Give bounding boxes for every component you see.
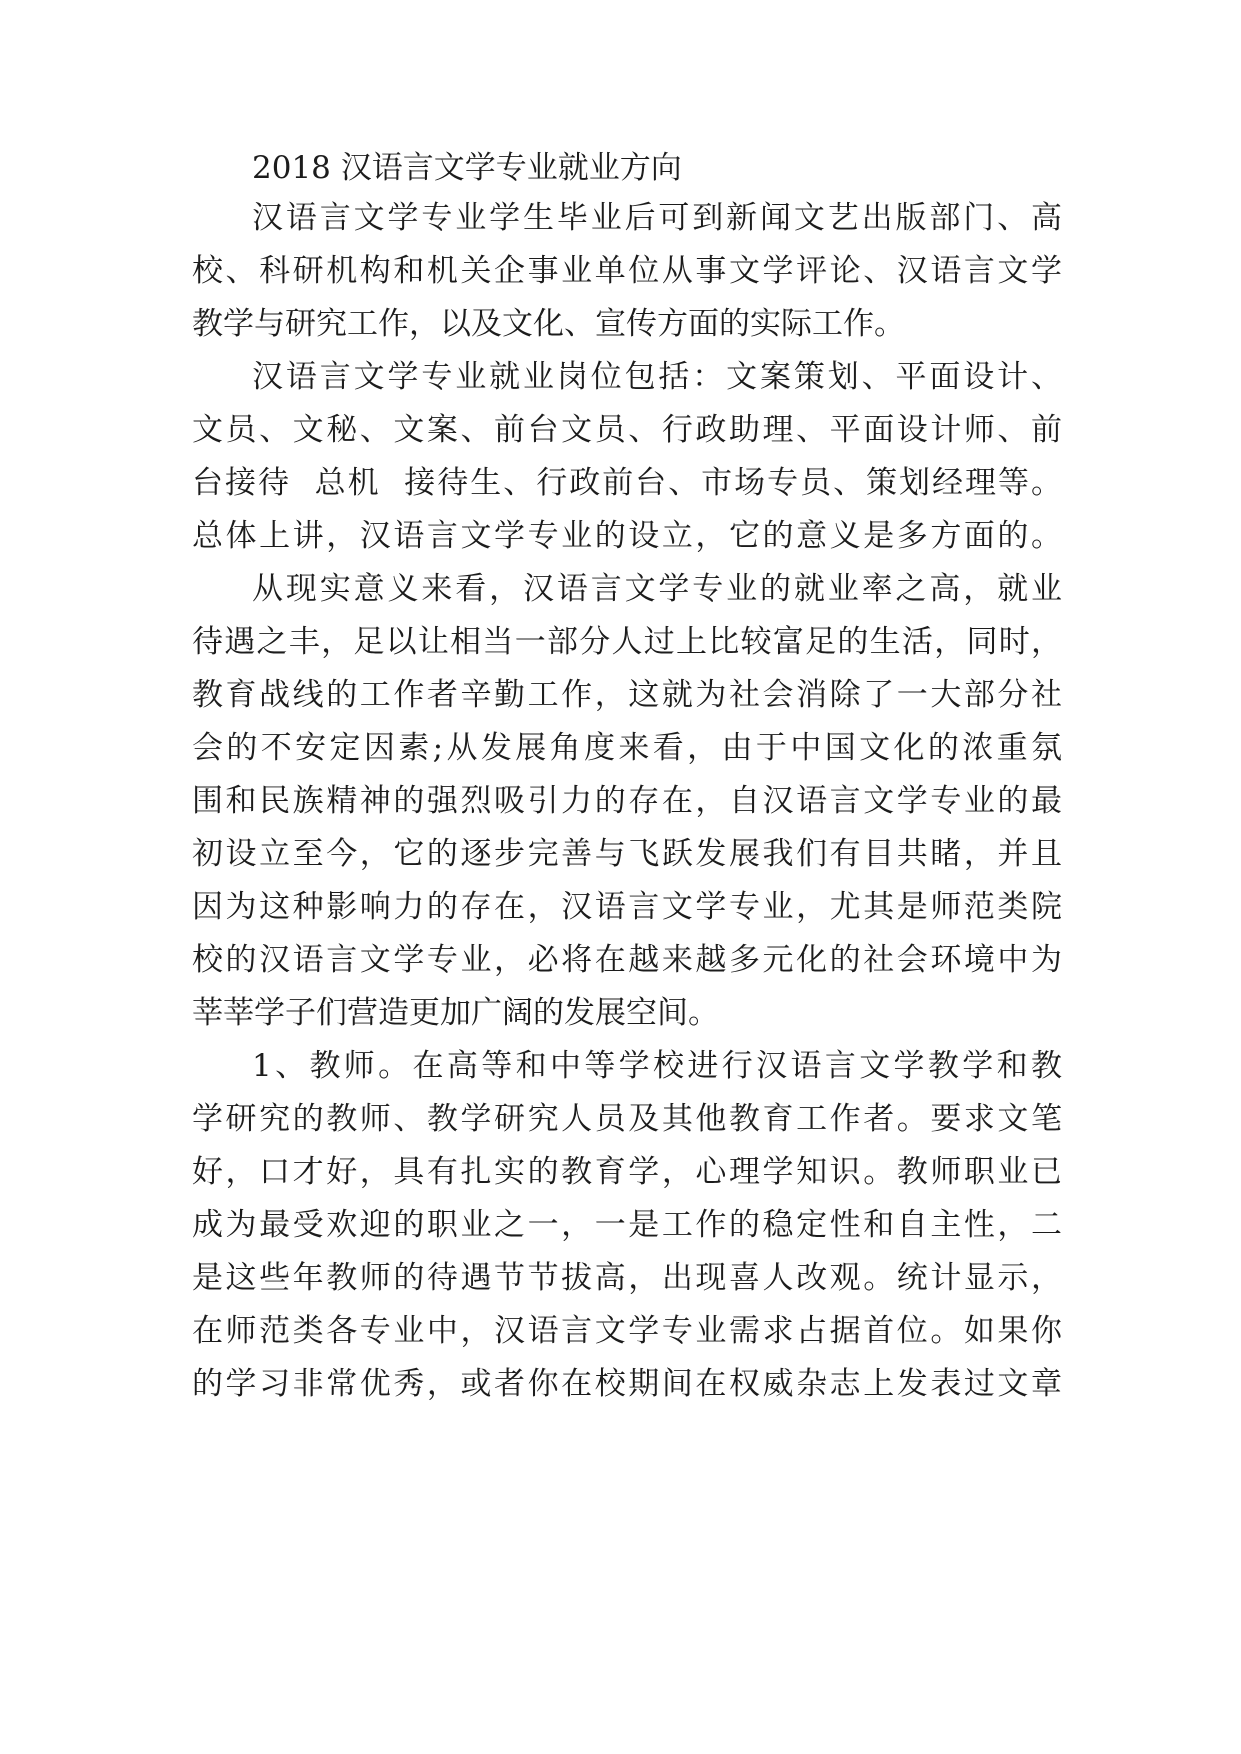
paragraph-line: 莘莘学子们营造更加广阔的发展空间。 xyxy=(192,995,719,1031)
paragraph-line: 是这些年教师的待遇节节拔高，出现喜人改观。统计显示， xyxy=(192,1260,1062,1296)
paragraph-line: 汉语言文学专业就业岗位包括：文案策划、平面设计、 xyxy=(252,359,1062,395)
paragraph-line: 学研究的教师、教学研究人员及其他教育工作者。要求文笔 xyxy=(192,1101,1062,1137)
paragraph-line: 台接待 总机 接待生、行政前台、市场专员、策划经理等。 xyxy=(192,465,1062,501)
paragraph-line: 教学与研究工作，以及文化、宣传方面的实际工作。 xyxy=(192,306,905,342)
paragraph-line: 会的不安定因素;从发展角度来看，由于中国文化的浓重氛 xyxy=(192,730,1062,766)
paragraph-line: 校、科研机构和机关企事业单位从事文学评论、汉语言文学 xyxy=(192,253,1062,289)
paragraph-line: 的学习非常优秀，或者你在校期间在权威杂志上发表过文章 xyxy=(192,1366,1062,1402)
paragraph-line: 总体上讲，汉语言文学专业的设立，它的意义是多方面的。 xyxy=(192,518,1062,554)
paragraph-line: 成为最受欢迎的职业之一，一是工作的稳定性和自主性，二 xyxy=(192,1207,1062,1243)
paragraph-line: 围和民族精神的强烈吸引力的存在，自汉语言文学专业的最 xyxy=(192,783,1062,819)
paragraph-line: 因为这种影响力的存在，汉语言文学专业，尤其是师范类院 xyxy=(192,889,1062,925)
paragraph-line: 教育战线的工作者辛勤工作，这就为社会消除了一大部分社 xyxy=(192,677,1062,713)
paragraph-line: 汉语言文学专业学生毕业后可到新闻文艺出版部门、高 xyxy=(252,200,1062,236)
paragraph-line: 从现实意义来看，汉语言文学专业的就业率之高，就业 xyxy=(252,571,1062,607)
paragraph-line: 文员、文秘、文案、前台文员、行政助理、平面设计师、前 xyxy=(192,412,1062,448)
document-title: 2018 汉语言文学专业就业方向 xyxy=(252,150,682,186)
paragraph-line: 校的汉语言文学专业，必将在越来越多元化的社会环境中为 xyxy=(192,942,1062,978)
paragraph-line: 待遇之丰，足以让相当一部分人过上比较富足的生活，同时， xyxy=(192,624,1062,660)
paragraph-line: 初设立至今，它的逐步完善与飞跃发展我们有目共睹，并且 xyxy=(192,836,1062,872)
paragraph-line: 好，口才好，具有扎实的教育学，心理学知识。教师职业已 xyxy=(192,1154,1062,1190)
paragraph-line: 在师范类各专业中，汉语言文学专业需求占据首位。如果你 xyxy=(192,1313,1062,1349)
paragraph-line: 1、教师。在高等和中等学校进行汉语言文学教学和教 xyxy=(252,1048,1062,1084)
